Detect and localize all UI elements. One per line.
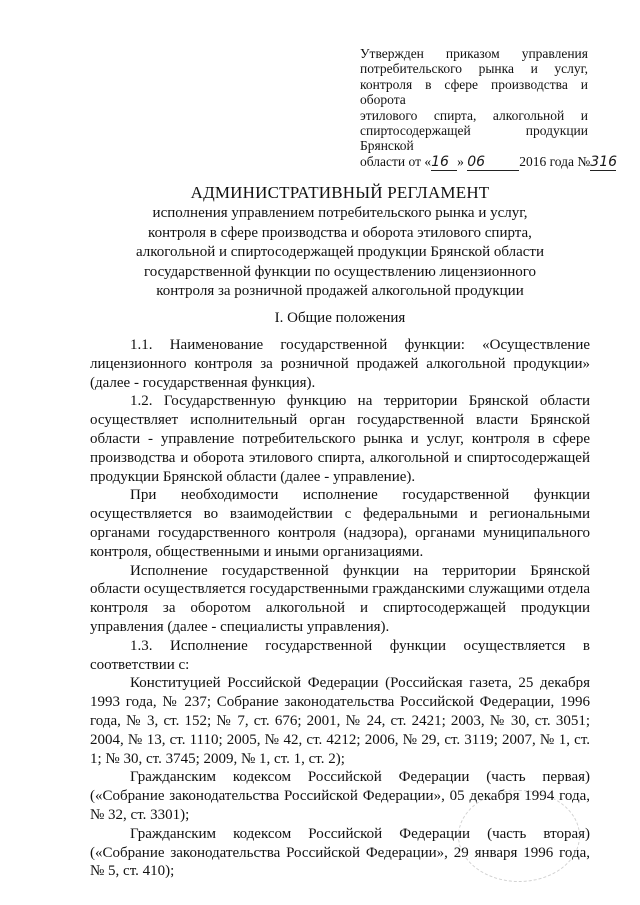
handwritten-month: 06 [467, 155, 519, 171]
title-block [90, 182, 590, 302]
subtitle-line: контроля за розничной продажей алкогольной продукции [156, 283, 524, 300]
paragraph: Конституцией Российской Федерации (Российская газета, 25 декабря 1993 года, № 237; Собрание законодательства Российской Федерации, 1996 года, № 3, ст. 152; № 7, ст. 676; 2001, № 24, ст. 2421; 2003, № 30, ст. 3051; 2004, № 13, ст. 1110; 2005, № 42, ст. 4212; 2006, № 29, ст. 3119; 2007, № 1, ст. 1; № 30, ст. 3745; 2009, № 1, ст. 1, ст. 2); [90, 675, 590, 767]
date-prefix: области от « [360, 153, 432, 169]
stamp-mark [458, 790, 580, 882]
subtitle-line: контроля в сфере производства и оборота этилового спирта, [148, 224, 532, 241]
date-mid: » [457, 153, 464, 169]
approval-line: контроля в сфере производства и оборота [360, 76, 588, 108]
approval-line: спиртосодержащей продукции Брянской [360, 123, 588, 154]
paragraph: Исполнение государственной функции на территории Брянской области осуществляется государственными гражданскими служащими отдела контроля за оборотом алкогольной и спиртосодержащей продукции управления (далее - специалисты управления). [90, 562, 590, 635]
handwritten-day: 16 [431, 155, 457, 171]
section-title: I. Общие положения [274, 310, 406, 326]
subtitle-line: государственной функции по осуществлению лицензионного [143, 263, 537, 280]
paragraph: Гражданским кодексом Российской Федерации (часть вторая) («Собрание законодательства Российской Федерации», 29 января 1996 года, № 5, ст. 410); [90, 825, 590, 880]
subtitle-line: алкогольной и спиртосодержащей продукции Брянской области [135, 244, 545, 261]
approval-block [360, 46, 618, 171]
handwritten-number: 316 [590, 153, 618, 170]
date-suffix: 2016 года № [519, 153, 591, 169]
paragraph: 1.1. Наименование государственной функции: «Осуществление лицензионного контроля за розничной продажей алкогольной продукции» (далее - государственная функция). [90, 337, 590, 391]
approval-line: Утвержден приказом управления [360, 46, 588, 61]
paragraph: 1.2. Государственную функцию на территории Брянской области осуществляет исполнительный орган государственной власти Брянской области - управление потребительского рынка и услуг, контроля в сфере производства и оборота этилового спирта, алкогольной и спиртосодержащей продукции Брянской области (далее - управление). [90, 393, 590, 485]
paragraph: Гражданским кодексом Российской Федерации (часть первая) («Собрание законодательства Российской Федерации», 05 декабря 1994 года, № 32, ст. 3301); [90, 769, 590, 823]
subtitle-line: исполнения управлением потребительского рынка и услуг, [152, 205, 528, 221]
document-title: АДМИНИСТРАТИВНЫЙ РЕГЛАМЕНТ [190, 183, 490, 202]
paragraph: При необходимости исполнение государственной функции осуществляется во взаимодействии с федеральными и региональными органами государственного контроля (надзора), органами муниципального контроля, общественными и иными организациями. [90, 487, 590, 560]
approval-line: потребительского рынка и услуг, [360, 61, 588, 77]
approval-date-line [360, 153, 618, 171]
paragraph: 1.3. Исполнение государственной функции осуществляется в соответствии с: [90, 637, 590, 673]
approval-line: этилового спирта, алкогольной и [360, 107, 588, 123]
